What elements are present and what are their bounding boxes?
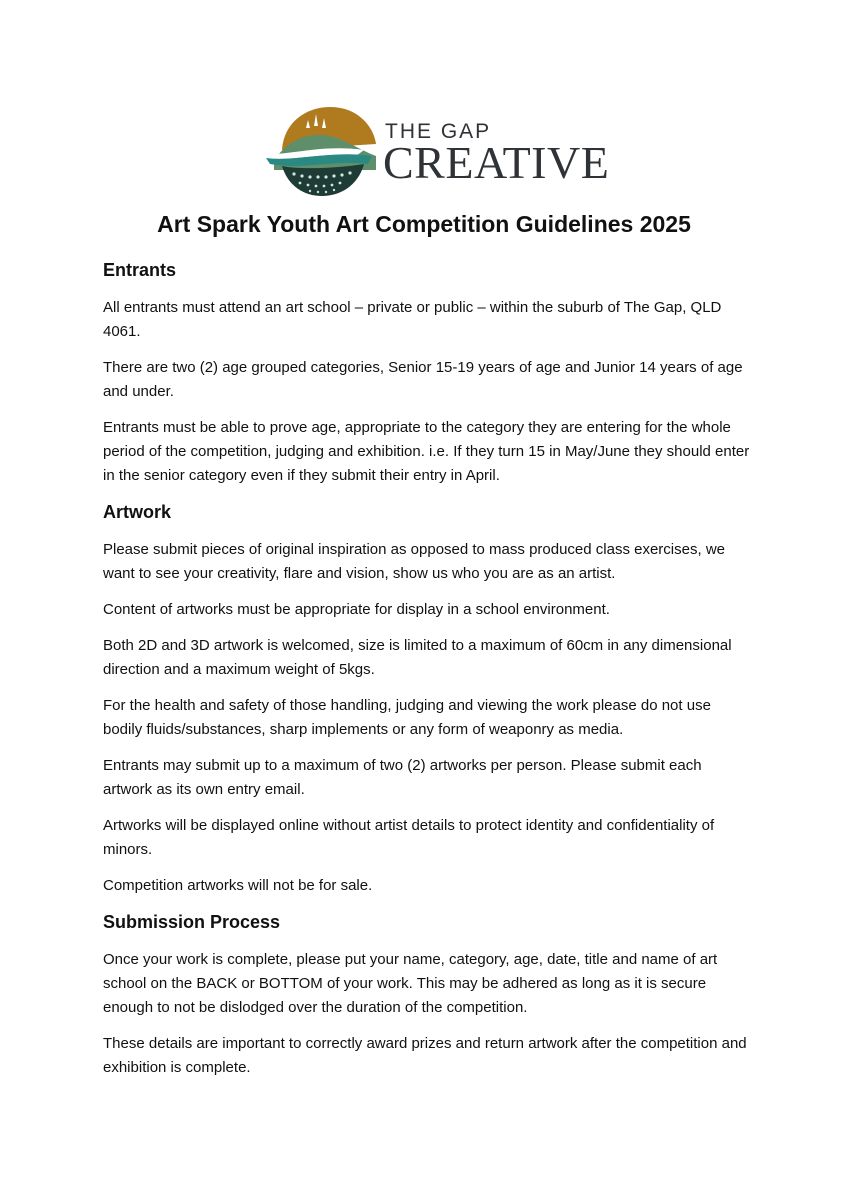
paragraph: There are two (2) age grouped categories, Senior 15-19 years of age and Junior 14 years of age and under. xyxy=(103,359,743,400)
paragraph: Artworks will be displayed online without artist details to protect identity and confidentiality of minors. xyxy=(103,817,715,858)
document-body xyxy=(103,258,753,1092)
paragraph: Once your work is complete, please put your name, category, age, date, title and name of art school on the BACK or BOTTOM of your work. This may be adhered as long as it is secure enough to not be dislodged over the duration of the competition. xyxy=(103,951,718,1016)
section-entrants xyxy=(103,258,753,488)
section-heading: Entrants xyxy=(103,260,177,280)
paragraph: Competition artworks will not be for sale. xyxy=(103,877,373,894)
section-artwork xyxy=(103,500,753,898)
paragraph: Please submit pieces of original inspiration as opposed to mass produced class exercises, we want to see your creativity, flare and vision, show us who you are as an artist. xyxy=(103,541,725,582)
document-title: Art Spark Youth Art Competition Guidelines 2025 xyxy=(157,211,691,237)
paragraph: Entrants may submit up to a maximum of two (2) artworks per person. Please submit each artwork as its own entry email. xyxy=(103,757,702,798)
paragraph: Content of artworks must be appropriate for display in a school environment. xyxy=(103,601,610,618)
paragraph: All entrants must attend an art school – private or public – within the suburb of The Gap, QLD 4061. xyxy=(103,299,722,340)
paragraph: These details are important to correctly award prizes and return artwork after the competition and exhibition is complete. xyxy=(103,1035,747,1076)
paragraph: Both 2D and 3D artwork is welcomed, size is limited to a maximum of 60cm in any dimensional direction and a maximum weight of 5kgs. xyxy=(103,637,732,678)
paragraph: Entrants must be able to prove age, appropriate to the category they are entering for the whole period of the competition, judging and exhibition. i.e. If they turn 15 in May/June they should enter in the senior category even if they submit their entry in April. xyxy=(103,419,750,484)
logo-text-the-gap: THE GAP xyxy=(385,120,492,143)
the-gap-creative-logo xyxy=(260,98,610,198)
logo-text-creative: CREATIVE xyxy=(383,137,610,188)
section-heading: Submission Process xyxy=(103,912,281,932)
logo-emblem-icon xyxy=(260,98,382,198)
section-heading: Artwork xyxy=(103,502,172,522)
section-submission-process xyxy=(103,910,753,1080)
paragraph: For the health and safety of those handling, judging and viewing the work please do not use bodily fluids/substances, sharp implements or any form of weaponry as media. xyxy=(103,697,711,738)
